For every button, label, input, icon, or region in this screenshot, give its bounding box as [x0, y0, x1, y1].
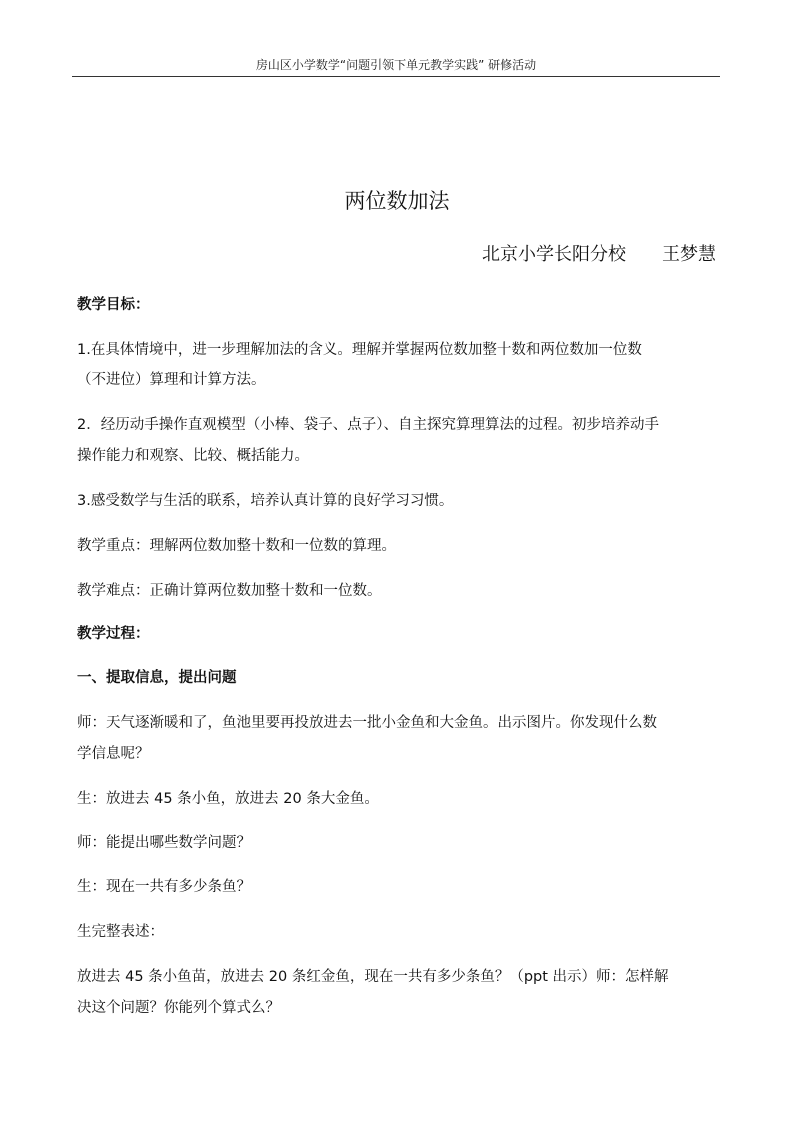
difficulty: 教学难点：正确计算两位数加整十数和一位数。	[77, 583, 382, 599]
goal-1-line-2: （不进位）算理和计算方法。	[77, 372, 266, 388]
page-title: 两位数加法	[344, 189, 450, 213]
author-name: 王梦慧	[662, 244, 716, 265]
header-divider	[72, 76, 720, 77]
goal-2-line-2: 操作能力和观察、比较、概括能力。	[77, 448, 309, 464]
goals-heading: 教学目标：	[77, 297, 150, 313]
goal-2-line-1: 2．经历动手操作直观模型（小棒、袋子、点子）、自主探究算理算法的过程。初步培养动手	[77, 417, 659, 433]
teacher-line-2: 师：能提出哪些数学问题？	[77, 835, 251, 851]
process-heading: 教学过程：	[77, 626, 150, 642]
student-summary-label: 生完整表述：	[77, 924, 164, 940]
part-1-heading: 一、提取信息，提出问题	[77, 670, 237, 686]
key-point: 教学重点：理解两位数加整十数和一位数的算理。	[77, 538, 396, 554]
student-line-2: 生：现在一共有多少条鱼？	[77, 879, 251, 895]
author-school: 北京小学长阳分校	[482, 244, 626, 265]
goal-3: 3.感受数学与生活的联系，培养认真计算的良好学习习惯。	[77, 493, 454, 509]
student-summary-line-1: 放进去 45 条小鱼苗，放进去 20 条红金鱼，现在一共有多少条鱼？（ppt 出示）师：怎样解	[77, 969, 669, 985]
student-summary-line-2: 决这个问题？你能列个算式么？	[77, 1000, 280, 1016]
teacher-line-1b: 学信息呢？	[77, 746, 150, 762]
page-header: 房山区小学数学“问题引领下单元教学实践” 研修活动	[255, 58, 537, 72]
student-line-1: 生：放进去 45 条小鱼，放进去 20 条大金鱼。	[77, 791, 379, 807]
author-line	[482, 242, 716, 268]
teacher-line-1a: 师：天气逐渐暖和了，鱼池里要再投放进去一批小金鱼和大金鱼。出示图片。你发现什么数	[77, 715, 657, 731]
goal-1-line-1: 1.在具体情境中，进一步理解加法的含义。理解并掌握两位数加整十数和两位数加一位数	[77, 342, 642, 358]
